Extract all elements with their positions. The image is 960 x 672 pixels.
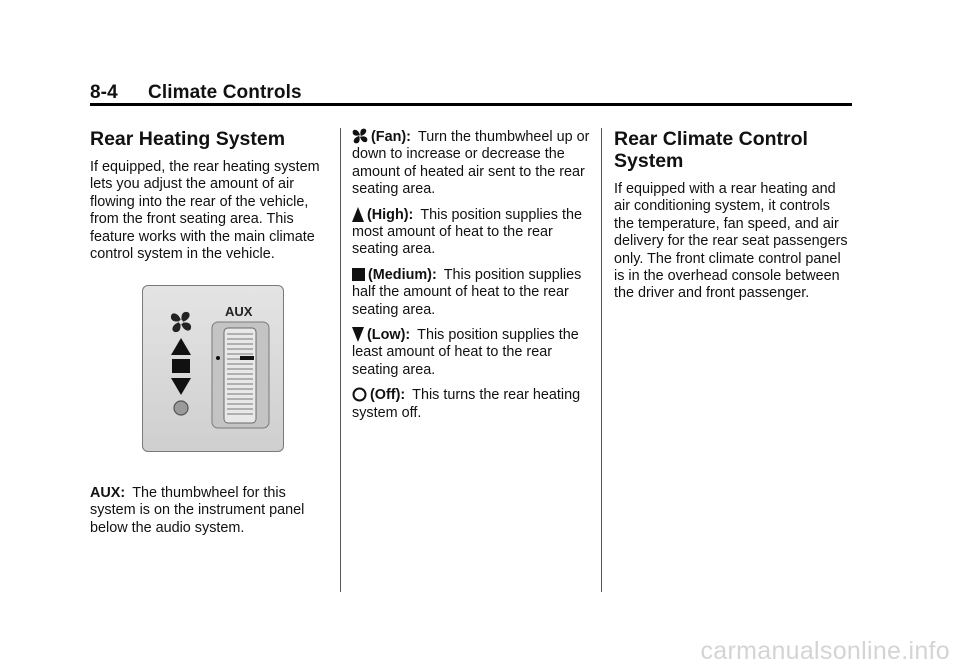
off-term: (Off): [370,387,406,404]
medium-item [352,267,594,319]
off-item [352,387,594,422]
medium-text: This position supplies half the amount of heat to the rear seating area. [352,266,582,318]
fan-icon [171,312,191,332]
up-triangle-icon [171,338,191,355]
aux-label: AUX [225,304,253,319]
aux-paragraph [90,485,330,537]
circle-icon [352,387,367,402]
down-triangle-icon [352,327,364,342]
square-icon [352,267,365,282]
high-item [352,207,594,259]
square-icon [172,359,190,373]
watermark: carmanualsonline.info [700,637,950,665]
column-divider-1 [340,128,341,592]
circle-icon [174,401,188,415]
intro-paragraph: If equipped, the rear heating system lets you adjust the amount of air flowing into the rear of the vehicle, from the front seating area. This feature works with the main climate control system in the vehicle. [90,159,320,263]
header-rule [90,103,852,106]
column-middle [352,128,594,430]
low-text: This position supplies the least amount of heat to the rear seating area. [352,327,579,378]
low-term: (Low): [367,327,411,344]
heading-rear-heating: Rear Heating System [90,128,286,150]
rear-heat-control-figure [142,285,284,452]
medium-term: (Medium): [368,266,437,283]
wheel-indicator-dot [216,356,220,360]
fan-item [352,128,594,199]
page-header [90,82,302,104]
fan-icon [352,128,368,144]
high-text: This position supplies the most amount of heat to the rear seating area. [352,206,582,258]
heading-rear-climate: Rear Climate Control System [614,128,808,172]
aux-text: The thumbwheel for this system is on the instrument panel below the audio system. [90,485,305,536]
column-right [614,128,852,311]
up-triangle-icon [352,207,364,222]
fan-term: (Fan): [371,129,411,145]
column-divider-2 [601,128,602,592]
column-left [90,128,330,271]
aux-term: AUX: [90,485,126,501]
low-item [352,327,594,379]
off-text: This turns the rear heating system off. [352,387,581,421]
rear-climate-paragraph: If equipped with a rear heating and air conditioning system, it controls the temperature, fan speed, and air delivery for the rear seat passengers only. The front climate control panel is in the overhead console between the driver and front passenger. [614,181,848,302]
wheel-indicator-bar [240,356,254,360]
down-triangle-icon [171,378,191,395]
fan-text: Turn the thumbwheel up or down to increase or decrease the amount of heated air sent to the rear seating area. [352,129,590,198]
high-term: (High): [367,206,414,223]
section-title: Climate Controls [148,82,302,103]
section-number: 8-4 [90,82,118,103]
